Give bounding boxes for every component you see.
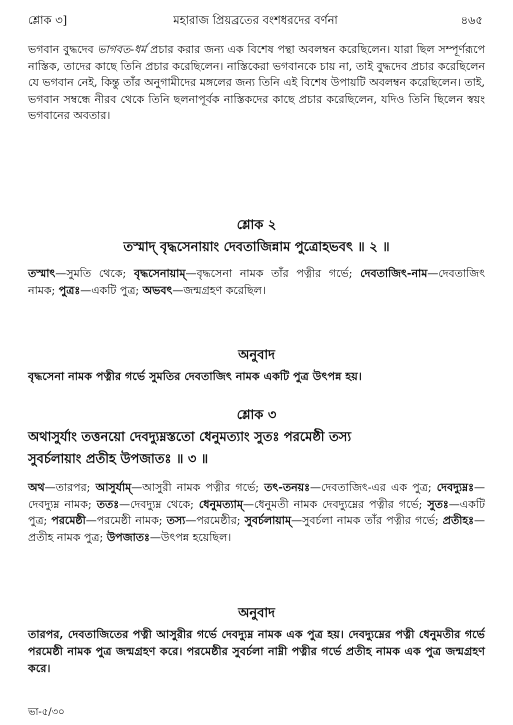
intro-italic-term: ভাগবত-ধর্ম <box>97 43 147 56</box>
intro-text-1: ভগবান বুদ্ধদেব <box>28 43 98 56</box>
verse-2-synonym-term: বৃদ্ধসেনায়াম্ <box>134 267 186 280</box>
intro-text-2: প্রচার করার জন্য এক বিশেষ পন্থা অবলম্বন করেছিলেন। যারা ছিল সম্পূর্ণরূপে নাস্তিক, তাদের কাছে তিনি প্রচার করেছিলেন। নাস্তিকেরা ভগবানকে চায় না, তাই বুদ্ধদেব প্রচার করেছিলেন যে ভগবান নেই, কিন্তু তাঁর অনুগামীদের মঙ্গলের জন্য তিনি এই বিশেষ উপায়টি অবলম্বন করেছিলেন। তাই, ভগবান সম্বন্ধে নীরব থেকে তিনি ছলনাপূর্বক নাস্তিকদের কাছে প্রচার করেছিলেন, যদিও তিনি ছিলেন স্বয়ং ভগবানের অবতার। <box>28 43 485 123</box>
page-number: ৪৬৫ <box>460 13 483 27</box>
verse-2-translation-heading: অনুবাদ <box>238 348 275 363</box>
verse-3-synonym-term: সুবর্চলায়াম্ <box>244 514 292 528</box>
verse-2-synonym-meaning: একটি পুত্র; <box>91 283 143 297</box>
verse-2-synonym-meaning: বৃদ্ধসেনা নামক তাঁর পত্নীর গর্ভে; <box>196 267 361 280</box>
verse-2-text: তস্মাদ্ বৃদ্ধসেনায়াং দেবতাজিন্নাম পুত্রোহভবৎ ॥ ২ ॥ <box>123 240 390 255</box>
verse-3-heading: শ্লোক ৩ <box>236 408 277 423</box>
verse-3-synonym-meaning: ধেনুমতী নামক দেবদ্যুম্নের পত্নীর গর্ভে; <box>253 497 428 511</box>
verse-2-translation: বৃদ্ধসেনা নামক পত্নীর গর্ভে সুমতির দেবতাজিৎ নামক একটি পুত্র উৎপন্ন হয়। <box>28 369 362 383</box>
verse-3-synonym-meaning: আসুরী নামক পত্নীর গর্ভে; <box>142 481 265 494</box>
verse-3-synonym-term: ধেনুমত্যাম্ <box>198 497 243 511</box>
verse-2-synonym-term: পুত্রঃ <box>58 283 81 297</box>
verse-3-synonym-meaning: উৎপন্ন হয়েছিল। <box>160 530 232 544</box>
verse-3-synonym-term: তস্য <box>166 514 186 528</box>
verse-2-synonym-meaning: সুমতি থেকে; <box>66 267 135 280</box>
verse-3-synonym-term: আসুর্যাম্ <box>95 481 132 494</box>
verse-3-synonym-term: অথ <box>28 481 45 494</box>
verse-3-translation: তারপর, দেবতাজিতের পত্নী আসুরীর গর্ভে দেবদ্যুম্ন নামক এক পুত্র হয়। দেবদ্যুম্নের পত্নী ধেনুমতীর গর্ভে পরমেষ্ঠী নামক পুত্র জন্মগ্রহণ করে। পরমেষ্ঠীর সুবর্চলা নাম্নী পত্নীর গর্ভে প্রতীহ নামক এক পুত্র জন্মগ্রহণ করে। <box>28 627 485 675</box>
verse-3-synonym-meaning: একটি পুত্র; <box>28 497 485 528</box>
verse-3-synonym-term: দেবদ্যুম্নঃ <box>436 481 474 494</box>
verse-2-heading: শ্লোক ২ <box>236 218 277 233</box>
verse-2-synonym-term: অভবৎ <box>142 283 173 297</box>
verse-3-synonym-meaning: দেবতাজিৎ-এর এক পুত্র; <box>321 481 437 494</box>
verse-3-synonym-meaning: দেবদ্যুম্ন নামক; <box>28 497 97 511</box>
verse-3-synonym-meaning: পরমেষ্ঠী নামক; <box>96 514 167 528</box>
running-head <box>28 12 483 30</box>
verse-2-synonym-meaning: জন্মগ্রহণ করেছিল। <box>183 283 266 297</box>
verse-3-synonym-meaning: পরমেষ্ঠীর; <box>196 514 245 528</box>
verse-3-synonym-meaning: দেবদ্যুম্ন থেকে; <box>130 497 199 511</box>
verse-3-synonym-term: পরমেষ্ঠী <box>51 514 86 528</box>
intro-paragraph <box>28 42 485 125</box>
signature-mark: ভা-৫/৩০ <box>28 707 65 718</box>
verse-3-text-line-1: অথাসুর্যাং তত্তনয়ো দেবদ্যুম্নস্ততো ধেনুমত্যাং সুতঃ পরমেষ্ঠী তস্য <box>28 430 352 445</box>
verse-3-synonym-term: তৎ-তনয়ঃ <box>264 481 311 494</box>
running-head-chapter-title: মহারাজ প্রিয়ব্রতের বংশধরদের বর্ণনা <box>173 13 338 27</box>
verse-3-synonym-meaning: প্রতীহ নামক পুত্র; <box>28 530 107 544</box>
verse-2-synonym-term: দেবতাজিৎ-নাম <box>360 267 428 280</box>
verse-2-synonym-term: তস্মাৎ <box>28 267 56 280</box>
verse-3-synonym-term: সুতঃ <box>427 497 449 511</box>
verse-3-translation-heading: অনুবাদ <box>238 606 275 621</box>
verse-3-synonym-term: উপজাতঃ <box>106 530 150 544</box>
verse-3-synonym-term: প্রতীহঃ <box>442 514 474 528</box>
verse-2-synonyms: তস্মাৎ—সুমতি থেকে; বৃদ্ধসেনায়াম্—বৃদ্ধসেনা নামক তাঁর পত্নীর গর্ভে; দেবতাজিৎ-নাম—দেবতাজিৎ নামক; পুত্রঃ—একটি পুত্র; অভবৎ—জন্মগ্রহণ করেছিল। <box>28 267 485 297</box>
running-head-verse-ref: শ্লোক ৩] <box>28 13 68 27</box>
verse-3-synonym-meaning: সুবর্চলা নামক তাঁর পত্নীর গর্ভে; <box>302 514 443 528</box>
verse-3-text-line-2: সুবর্চলায়াং প্রতীহ উপজাতঃ ॥ ৩ ॥ <box>28 452 209 467</box>
verse-2-synonym-meaning: দেবতাজিৎ নামক; <box>28 267 485 297</box>
verse-3-synonyms: অথ—তারপর; আসুর্যাম্—আসুরী নামক পত্নীর গর্ভে; তৎ-তনয়ঃ—দেবতাজিৎ-এর এক পুত্র; দেবদ্যুম্নঃ—দেবদ্যুম্ন নামক; ততঃ—দেবদ্যুম্ন থেকে; ধেনুমত্যাম্—ধেনুমতী নামক দেবদ্যুম্নের পত্নীর গর্ভে; সুতঃ—একটি পুত্র; পরমেষ্ঠী—পরমেষ্ঠী নামক; তস্য—পরমেষ্ঠীর; সুবর্চলায়াম্—সুবর্চলা নামক তাঁর পত্নীর গর্ভে; প্রতীহঃ—প্রতীহ নামক পুত্র; উপজাতঃ—উৎপন্ন হয়েছিল। <box>28 481 485 544</box>
verse-3-synonym-meaning: তারপর; <box>55 481 96 494</box>
verse-3-synonym-term: ততঃ <box>96 497 120 511</box>
